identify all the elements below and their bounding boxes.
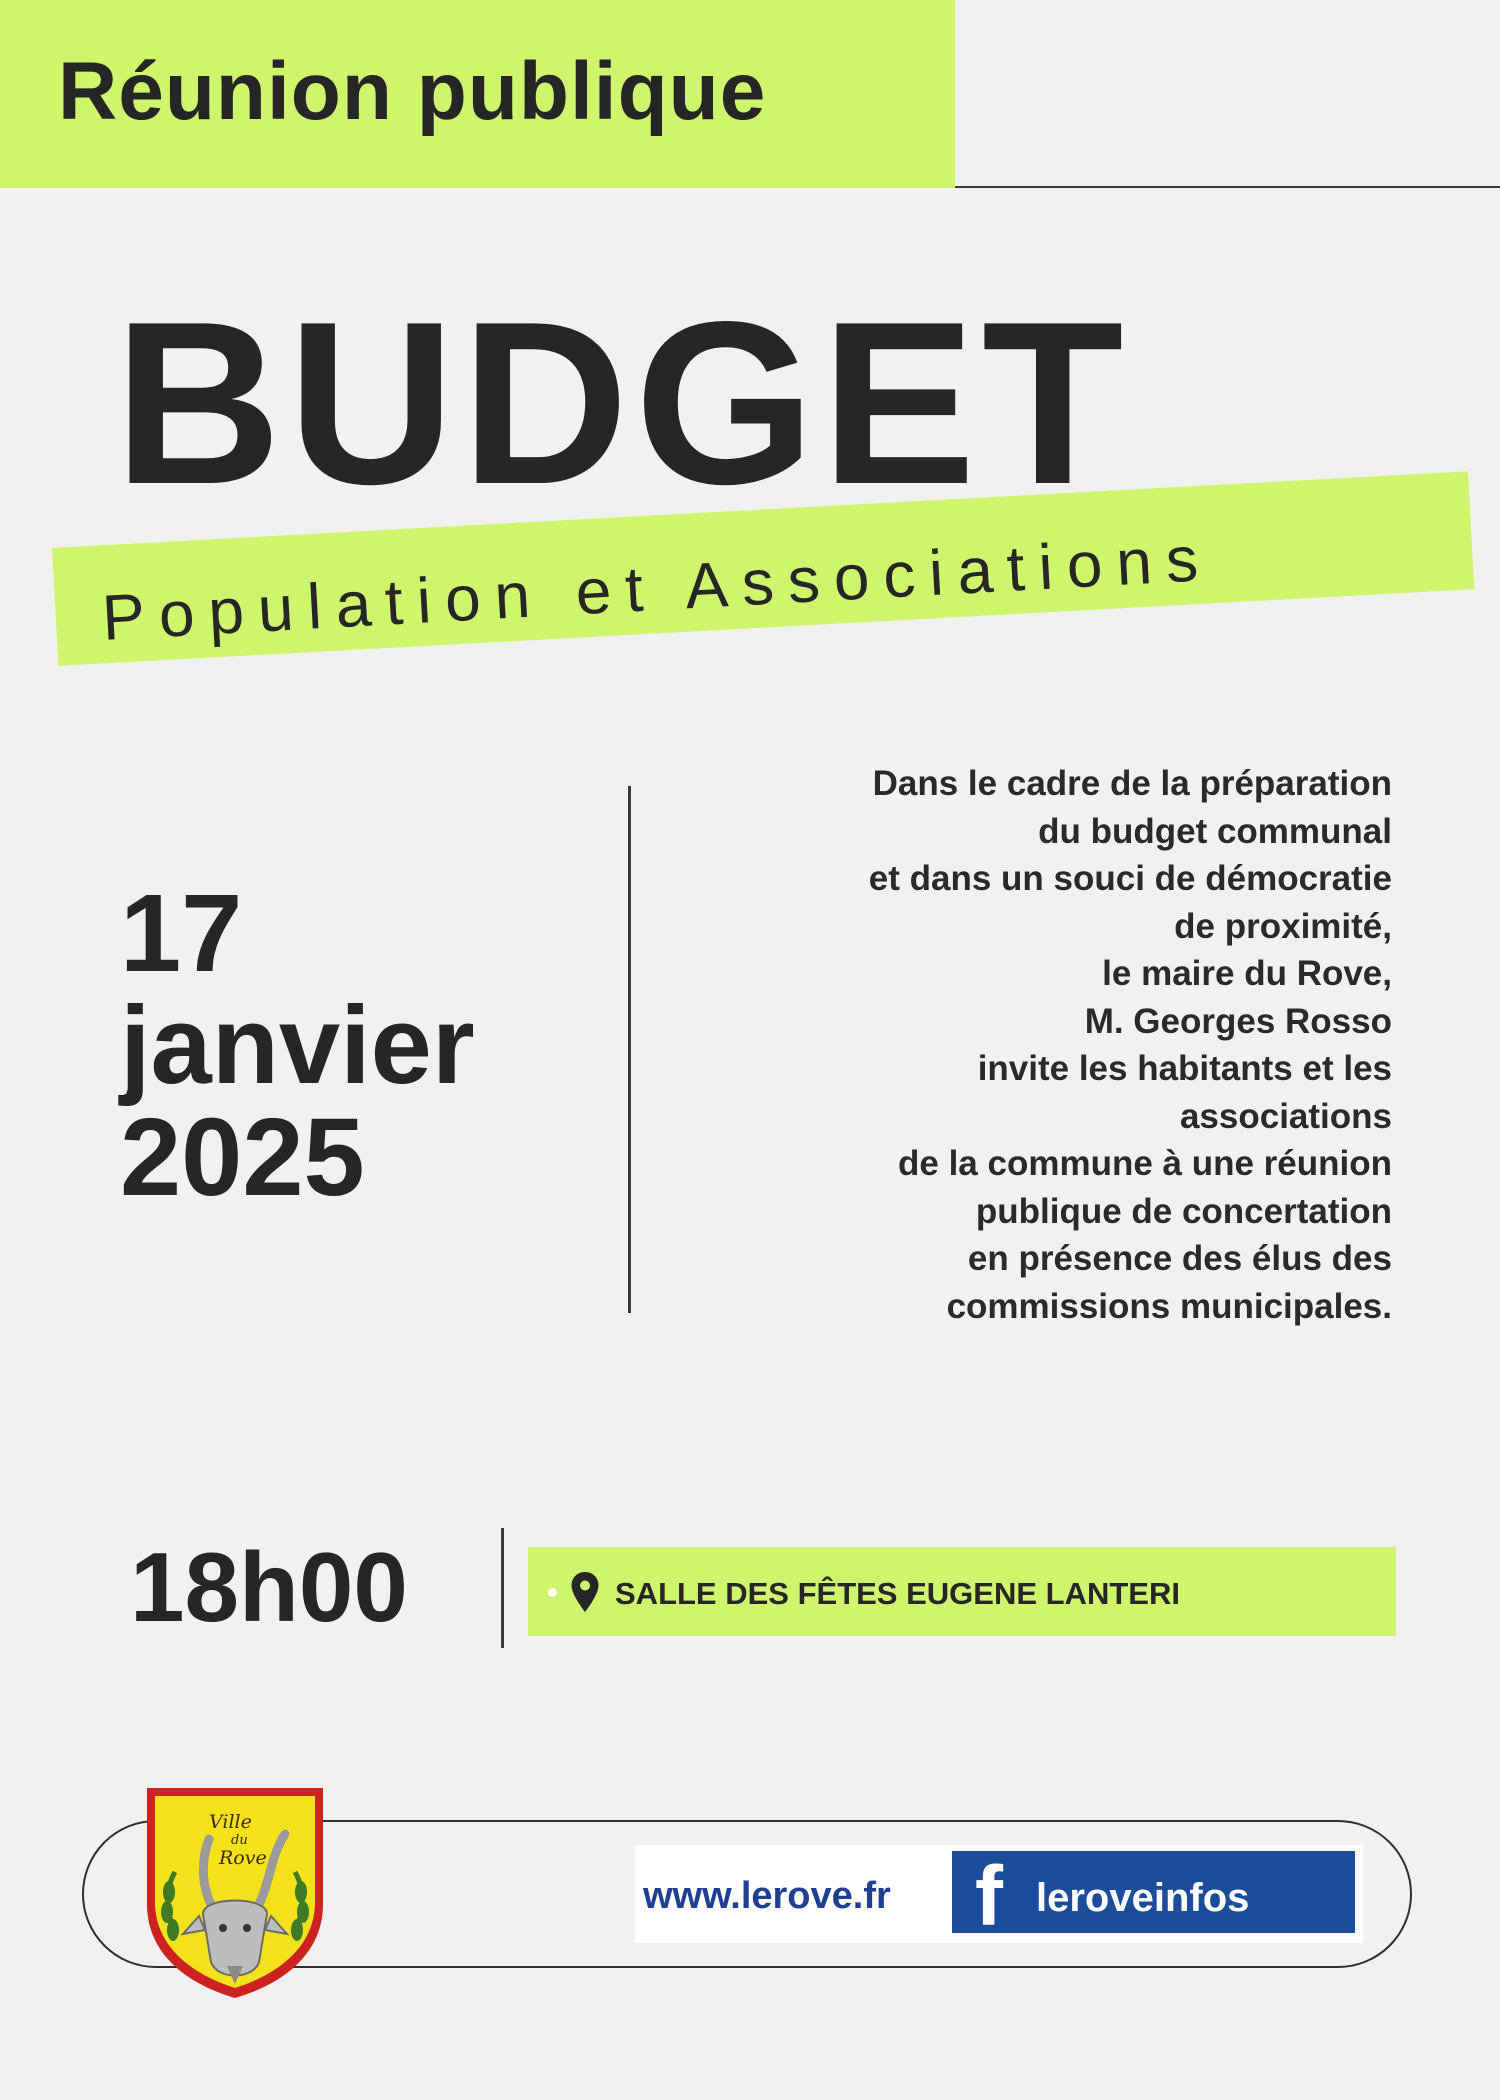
website-link[interactable]: www.lerove.fr bbox=[643, 1875, 891, 1917]
description-line: associations bbox=[1179, 1096, 1392, 1136]
subtitle: Population et Associations bbox=[100, 521, 1214, 654]
main-title: BUDGET bbox=[114, 274, 1130, 533]
description bbox=[660, 760, 1392, 1330]
date-day: 17 bbox=[120, 872, 243, 995]
description-line: et dans un souci de démocratie bbox=[868, 859, 1392, 898]
description-line: commissions municipales. bbox=[946, 1286, 1392, 1326]
facebook-handle[interactable]: leroveinfos bbox=[1036, 1876, 1250, 1920]
description-line: le maire du Rove, bbox=[1102, 954, 1392, 993]
description-line: Dans le cadre de la préparation bbox=[872, 764, 1392, 803]
date-month: janvier bbox=[120, 984, 475, 1107]
description-line: de la commune à une réunion bbox=[898, 1144, 1392, 1183]
description-line: en présence des élus des bbox=[967, 1239, 1392, 1278]
description-line: publique de concertation bbox=[975, 1191, 1392, 1231]
crest-text-du: du bbox=[231, 1833, 248, 1848]
event-time: 18h00 bbox=[130, 1532, 408, 1642]
header-title: Réunion publique bbox=[58, 46, 767, 137]
venue-name: SALLE DES FÊTES EUGENE LANTERI bbox=[615, 1576, 1180, 1611]
crest-text-rove: Rove bbox=[219, 1847, 267, 1869]
header-rule bbox=[955, 186, 1500, 188]
description-line: invite les habitants et les bbox=[977, 1049, 1392, 1088]
date-year: 2025 bbox=[120, 1096, 365, 1219]
bullet-dot bbox=[548, 1588, 557, 1597]
crest-text-ville: Ville bbox=[209, 1811, 252, 1833]
description-line: de proximité, bbox=[1174, 906, 1392, 946]
map-pin-icon bbox=[570, 1571, 600, 1613]
description-line: M. Georges Rosso bbox=[1084, 1001, 1392, 1041]
vertical-divider bbox=[628, 786, 631, 1313]
event-date bbox=[120, 872, 580, 1219]
town-crest-logo bbox=[143, 1784, 327, 2002]
description-line: du budget communal bbox=[1038, 811, 1392, 851]
time-divider bbox=[501, 1528, 504, 1648]
facebook-icon: f bbox=[975, 1849, 1003, 1943]
